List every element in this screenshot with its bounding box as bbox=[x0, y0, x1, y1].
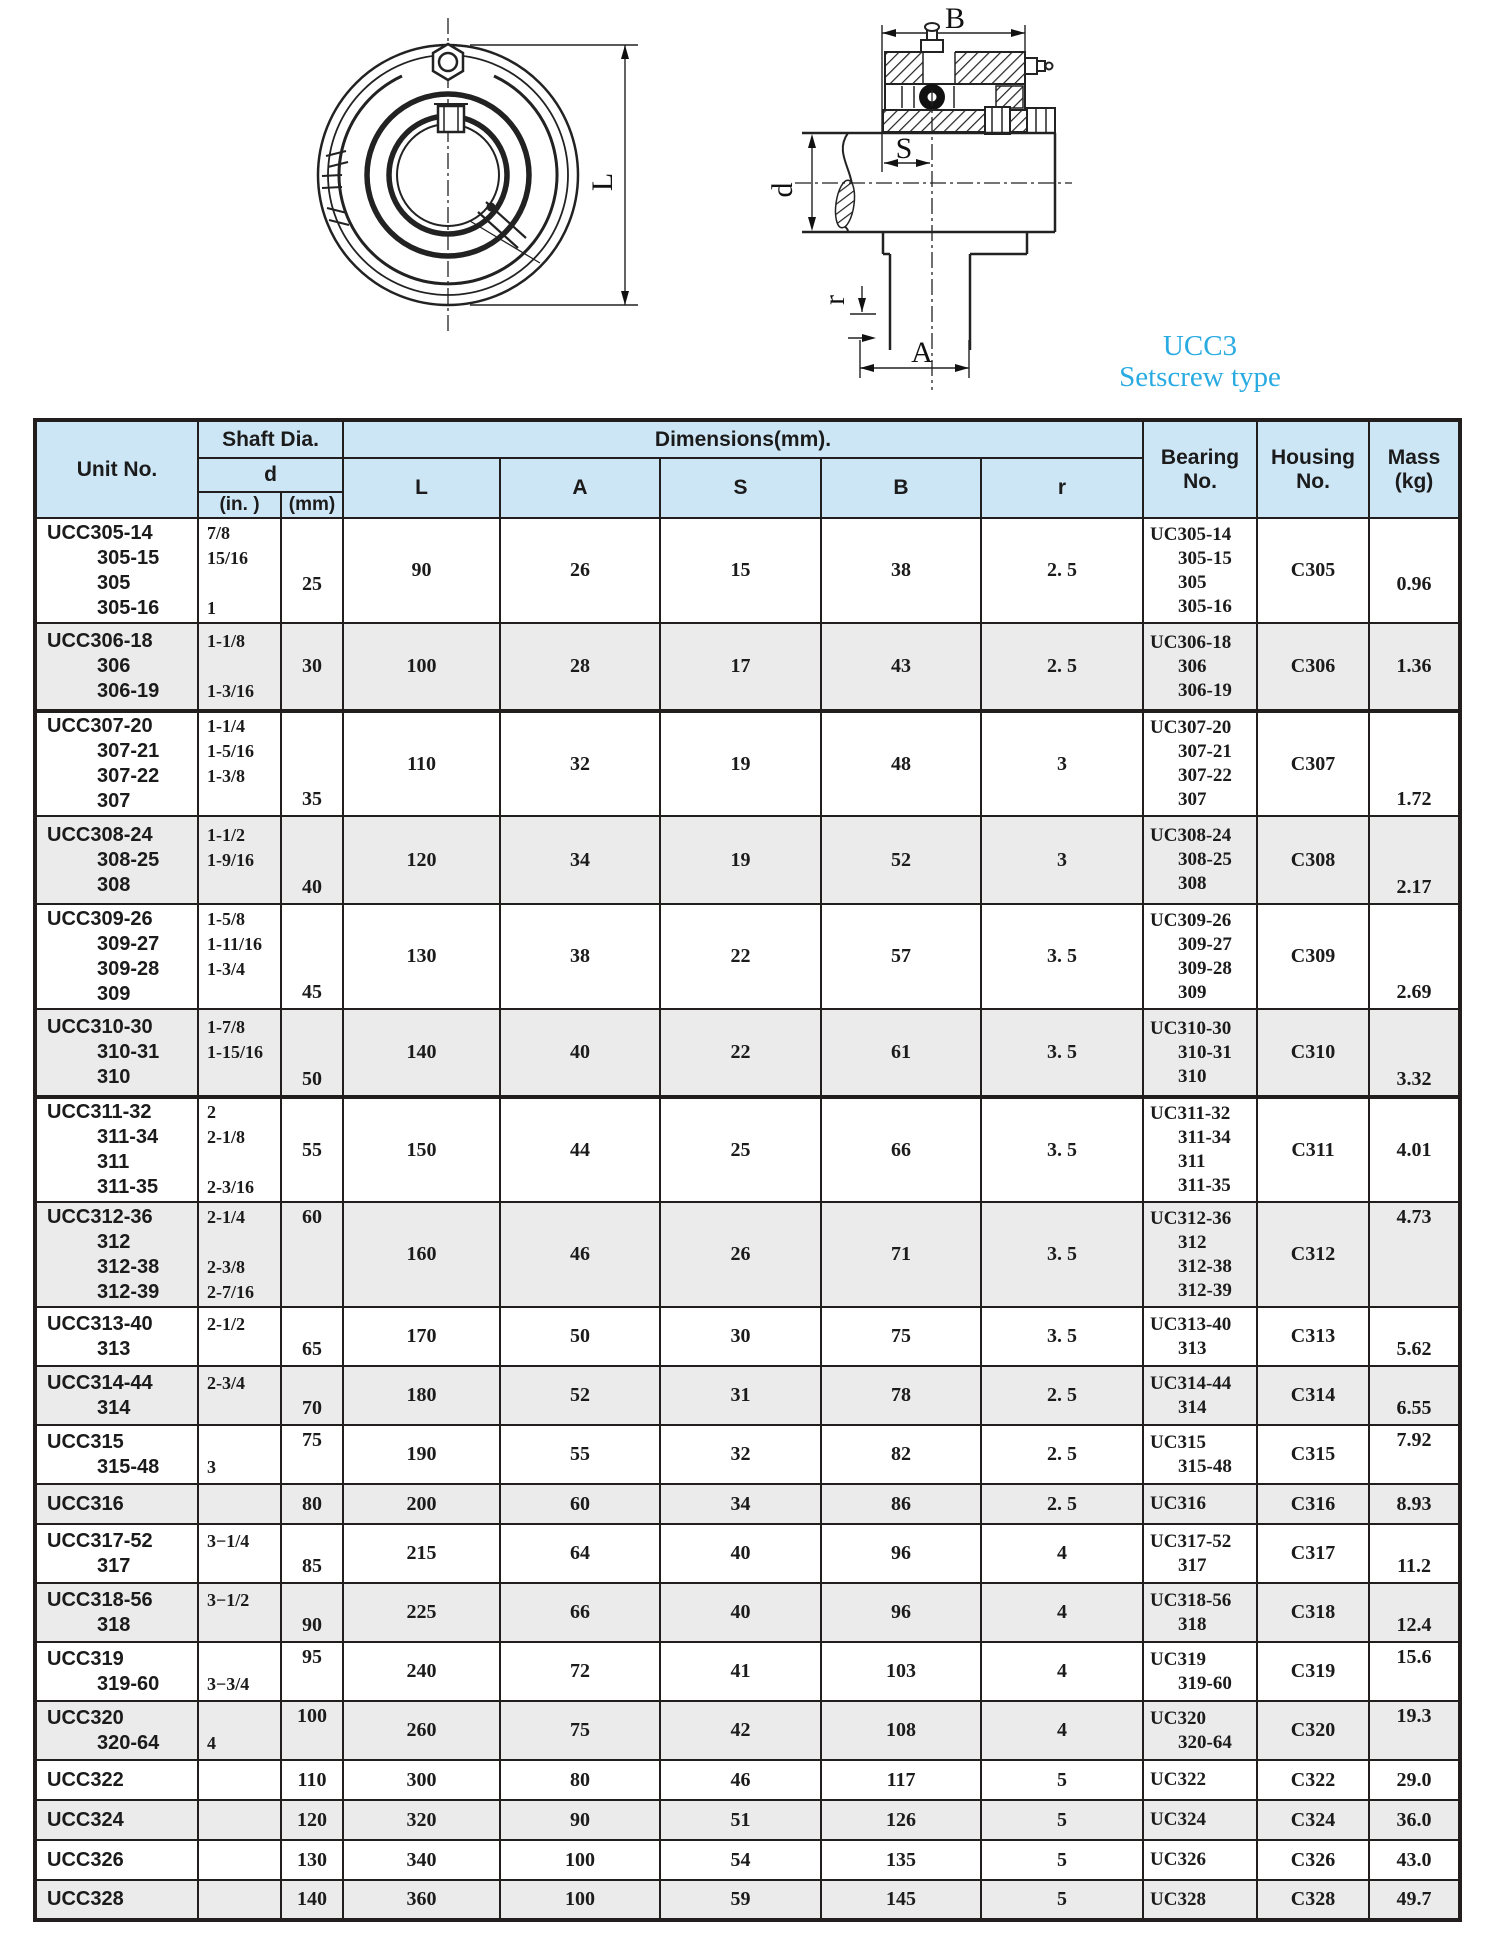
dim-B-cell: 38 bbox=[821, 518, 981, 623]
spec-table bbox=[33, 418, 1462, 1922]
housing-no-cell: C314 bbox=[1257, 1366, 1369, 1425]
col-header-S: S bbox=[660, 458, 821, 518]
shaft-dia-inch-cell: 2-3/4 bbox=[198, 1366, 281, 1425]
dim-r-cell: 2. 5 bbox=[981, 623, 1143, 711]
table-row bbox=[35, 711, 1460, 816]
dim-A-cell: 34 bbox=[500, 816, 660, 904]
dim-A-cell: 28 bbox=[500, 623, 660, 711]
col-header-d: d bbox=[198, 458, 343, 492]
dim-r-cell: 2. 5 bbox=[981, 518, 1143, 623]
shaft-dia-inch-cell: 1-1/4 1-5/16 1-3/8 bbox=[198, 711, 281, 816]
housing-no-cell: C311 bbox=[1257, 1097, 1369, 1202]
unit-no-cell: UCC317-52 317 bbox=[35, 1524, 198, 1583]
table-row bbox=[35, 518, 1460, 623]
shaft-dia-mm-cell: 140 bbox=[281, 1880, 343, 1920]
dim-r-cell: 4 bbox=[981, 1701, 1143, 1760]
dim-B-cell: 82 bbox=[821, 1425, 981, 1484]
unit-no-cell: UCC306-18 306 306-19 bbox=[35, 623, 198, 711]
dim-B-cell: 78 bbox=[821, 1366, 981, 1425]
housing-no-cell: C317 bbox=[1257, 1524, 1369, 1583]
dim-B-cell: 117 bbox=[821, 1760, 981, 1800]
dim-L-cell: 90 bbox=[343, 518, 500, 623]
unit-no-cell: UCC308-24 308-25 308 bbox=[35, 816, 198, 904]
setscrew-icon bbox=[434, 104, 468, 132]
dim-S-cell: 15 bbox=[660, 518, 821, 623]
dim-S-cell: 19 bbox=[660, 816, 821, 904]
shaft-dia-inch-cell: 3 bbox=[198, 1425, 281, 1484]
unit-no-cell: UCC319 319-60 bbox=[35, 1642, 198, 1701]
dim-S-cell: 59 bbox=[660, 1880, 821, 1920]
shaft-dia-mm-cell: 25 bbox=[281, 518, 343, 623]
table-header bbox=[35, 420, 1460, 518]
dim-S-cell: 17 bbox=[660, 623, 821, 711]
housing-no-cell: C324 bbox=[1257, 1800, 1369, 1840]
shaft-dia-mm-cell: 95 bbox=[281, 1642, 343, 1701]
col-header-shaft-dia: Shaft Dia. bbox=[198, 420, 343, 458]
dim-A-cell: 32 bbox=[500, 711, 660, 816]
shaft-dia-mm-cell: 75 bbox=[281, 1425, 343, 1484]
label-A: A bbox=[911, 336, 933, 369]
housing-no-cell: C326 bbox=[1257, 1840, 1369, 1880]
table-row bbox=[35, 1583, 1460, 1642]
shaft-dia-mm-cell: 100 bbox=[281, 1701, 343, 1760]
dim-A-cell: 46 bbox=[500, 1202, 660, 1307]
series-type: Setscrew type bbox=[1119, 361, 1281, 393]
label-d: d bbox=[766, 182, 799, 198]
table-row bbox=[35, 1880, 1460, 1920]
series-name: UCC3 bbox=[1162, 330, 1238, 362]
bearing-no-cell: UC316 bbox=[1143, 1484, 1257, 1524]
dim-r-cell: 5 bbox=[981, 1840, 1143, 1880]
shaft-dia-inch-cell: 1-1/2 1-9/16 bbox=[198, 816, 281, 904]
mass-cell: 4.73 bbox=[1369, 1202, 1460, 1307]
dim-B-cell: 57 bbox=[821, 904, 981, 1009]
shaft-dia-mm-cell: 60 bbox=[281, 1202, 343, 1307]
unit-no-cell: UCC315 315-48 bbox=[35, 1425, 198, 1484]
col-header-bearing-no: Bearing No. bbox=[1143, 420, 1257, 518]
col-header-L: L bbox=[343, 458, 500, 518]
dim-B-cell: 48 bbox=[821, 711, 981, 816]
dim-A-cell: 38 bbox=[500, 904, 660, 1009]
dim-r-cell: 5 bbox=[981, 1800, 1143, 1840]
section-view-drawing bbox=[766, 2, 1072, 390]
dim-S-cell: 32 bbox=[660, 1425, 821, 1484]
dim-r-cell: 3. 5 bbox=[981, 1097, 1143, 1202]
dim-B-cell: 126 bbox=[821, 1800, 981, 1840]
housing-no-cell: C307 bbox=[1257, 711, 1369, 816]
unit-no-cell: UCC313-40 313 bbox=[35, 1307, 198, 1366]
dim-A-cell: 26 bbox=[500, 518, 660, 623]
table-row bbox=[35, 1425, 1460, 1484]
shaft-dia-inch-cell: 7/8 15/16 1 bbox=[198, 518, 281, 623]
unit-no-cell: UCC307-20 307-21 307-22 307 bbox=[35, 711, 198, 816]
dim-L-cell: 360 bbox=[343, 1880, 500, 1920]
shaft-dia-mm-cell: 40 bbox=[281, 816, 343, 904]
dim-A-cell: 40 bbox=[500, 1009, 660, 1097]
dim-L-cell: 110 bbox=[343, 711, 500, 816]
shaft-dia-mm-cell: 35 bbox=[281, 711, 343, 816]
dim-B-cell: 52 bbox=[821, 816, 981, 904]
shaft-dia-inch-cell bbox=[198, 1484, 281, 1524]
col-header-inch: (in. ) bbox=[198, 492, 281, 518]
col-header-dimensions: Dimensions(mm). bbox=[343, 420, 1143, 458]
dim-B-cell: 66 bbox=[821, 1097, 981, 1202]
bearing-no-cell: UC313-40 313 bbox=[1143, 1307, 1257, 1366]
shaft-dia-inch-cell: 3−1/2 bbox=[198, 1583, 281, 1642]
unit-no-cell: UCC305-14 305-15 305 305-16 bbox=[35, 518, 198, 623]
shaft-dia-inch-cell: 3−1/4 bbox=[198, 1524, 281, 1583]
mass-cell: 3.32 bbox=[1369, 1009, 1460, 1097]
shaft-dia-mm-cell: 90 bbox=[281, 1583, 343, 1642]
dim-L-cell: 160 bbox=[343, 1202, 500, 1307]
dim-S-cell: 41 bbox=[660, 1642, 821, 1701]
dim-r-cell: 2. 5 bbox=[981, 1425, 1143, 1484]
housing-no-cell: C315 bbox=[1257, 1425, 1369, 1484]
shaft-dia-inch-cell: 2-1/2 bbox=[198, 1307, 281, 1366]
housing-no-cell: C308 bbox=[1257, 816, 1369, 904]
grease-fitting-icon bbox=[433, 44, 463, 80]
bearing-no-cell: UC328 bbox=[1143, 1880, 1257, 1920]
label-B: B bbox=[944, 2, 966, 35]
dim-B-cell: 61 bbox=[821, 1009, 981, 1097]
shaft-dia-mm-cell: 45 bbox=[281, 904, 343, 1009]
dim-r-cell: 4 bbox=[981, 1642, 1143, 1701]
dim-r-cell: 3 bbox=[981, 816, 1143, 904]
table-row bbox=[35, 1642, 1460, 1701]
housing-no-cell: C306 bbox=[1257, 623, 1369, 711]
label-S: S bbox=[895, 132, 913, 165]
dim-B-cell: 135 bbox=[821, 1840, 981, 1880]
mass-cell: 5.62 bbox=[1369, 1307, 1460, 1366]
dim-S-cell: 25 bbox=[660, 1097, 821, 1202]
bearing-no-cell: UC319 319-60 bbox=[1143, 1642, 1257, 1701]
dim-A-cell: 66 bbox=[500, 1583, 660, 1642]
dim-L-cell: 200 bbox=[343, 1484, 500, 1524]
dim-r-cell: 3. 5 bbox=[981, 1202, 1143, 1307]
shaft-dia-mm-cell: 55 bbox=[281, 1097, 343, 1202]
label-L: L bbox=[586, 172, 619, 192]
bearing-no-cell: UC324 bbox=[1143, 1800, 1257, 1840]
unit-no-cell: UCC318-56 318 bbox=[35, 1583, 198, 1642]
shaft-dia-inch-cell bbox=[198, 1880, 281, 1920]
dim-S-cell: 31 bbox=[660, 1366, 821, 1425]
dim-r-cell: 3. 5 bbox=[981, 1009, 1143, 1097]
housing-no-cell: C312 bbox=[1257, 1202, 1369, 1307]
dim-A-cell: 50 bbox=[500, 1307, 660, 1366]
dim-S-cell: 42 bbox=[660, 1701, 821, 1760]
mass-cell: 29.0 bbox=[1369, 1760, 1460, 1800]
dim-L-cell: 180 bbox=[343, 1366, 500, 1425]
col-header-mass: Mass (kg) bbox=[1369, 420, 1460, 518]
dim-r-cell: 4 bbox=[981, 1583, 1143, 1642]
dim-A-cell: 72 bbox=[500, 1642, 660, 1701]
shaft-dia-inch-cell bbox=[198, 1760, 281, 1800]
mass-cell: 1.36 bbox=[1369, 623, 1460, 711]
mass-cell: 1.72 bbox=[1369, 711, 1460, 816]
mass-cell: 2.69 bbox=[1369, 904, 1460, 1009]
housing-no-cell: C318 bbox=[1257, 1583, 1369, 1642]
shaft-dia-mm-cell: 30 bbox=[281, 623, 343, 711]
unit-no-cell: UCC316 bbox=[35, 1484, 198, 1524]
mass-cell: 0.96 bbox=[1369, 518, 1460, 623]
shaft-dia-mm-cell: 85 bbox=[281, 1524, 343, 1583]
dim-B-cell: 108 bbox=[821, 1701, 981, 1760]
housing-no-cell: C320 bbox=[1257, 1701, 1369, 1760]
table-row bbox=[35, 816, 1460, 904]
col-header-r: r bbox=[981, 458, 1143, 518]
shaft-dia-inch-cell: 1-7/8 1-15/16 bbox=[198, 1009, 281, 1097]
bearing-no-cell: UC305-14 305-15 305 305-16 bbox=[1143, 518, 1257, 623]
mass-cell: 43.0 bbox=[1369, 1840, 1460, 1880]
table-body bbox=[35, 518, 1460, 1920]
mass-cell: 6.55 bbox=[1369, 1366, 1460, 1425]
shaft-dia-mm-cell: 120 bbox=[281, 1800, 343, 1840]
dim-A-cell: 75 bbox=[500, 1701, 660, 1760]
shaft-dia-inch-cell: 1-1/8 1-3/16 bbox=[198, 623, 281, 711]
table-row bbox=[35, 1701, 1460, 1760]
shaft-dia-inch-cell: 2 2-1/8 2-3/16 bbox=[198, 1097, 281, 1202]
dim-A-cell: 80 bbox=[500, 1760, 660, 1800]
mass-cell: 7.92 bbox=[1369, 1425, 1460, 1484]
table-row bbox=[35, 1800, 1460, 1840]
shaft-dia-inch-cell: 3−3/4 bbox=[198, 1642, 281, 1701]
table-row bbox=[35, 1307, 1460, 1366]
housing-no-cell: C322 bbox=[1257, 1760, 1369, 1800]
table-row bbox=[35, 1524, 1460, 1583]
bearing-no-cell: UC311-32 311-34 311 311-35 bbox=[1143, 1097, 1257, 1202]
dim-S-cell: 34 bbox=[660, 1484, 821, 1524]
mass-cell: 36.0 bbox=[1369, 1800, 1460, 1840]
page-title bbox=[1095, 331, 1305, 393]
dim-B-cell: 43 bbox=[821, 623, 981, 711]
dim-L-cell: 170 bbox=[343, 1307, 500, 1366]
mass-cell: 49.7 bbox=[1369, 1880, 1460, 1920]
dim-L-cell: 215 bbox=[343, 1524, 500, 1583]
dim-B-cell: 71 bbox=[821, 1202, 981, 1307]
label-r: r bbox=[818, 295, 851, 305]
table-row bbox=[35, 1840, 1460, 1880]
dim-A-cell: 60 bbox=[500, 1484, 660, 1524]
sleeve bbox=[883, 232, 1027, 350]
bearing-no-cell: UC320 320-64 bbox=[1143, 1701, 1257, 1760]
bearing-no-cell: UC306-18 306 306-19 bbox=[1143, 623, 1257, 711]
bearing-no-cell: UC308-24 308-25 308 bbox=[1143, 816, 1257, 904]
dim-r-cell: 5 bbox=[981, 1880, 1143, 1920]
dim-L-cell: 240 bbox=[343, 1642, 500, 1701]
grease-fitting-section-icon bbox=[921, 23, 943, 52]
bearing-no-cell: UC307-20 307-21 307-22 307 bbox=[1143, 711, 1257, 816]
table-row bbox=[35, 1009, 1460, 1097]
mass-cell: 19.3 bbox=[1369, 1701, 1460, 1760]
table-row bbox=[35, 623, 1460, 711]
housing-no-cell: C328 bbox=[1257, 1880, 1369, 1920]
shaft-dia-inch-cell: 2-1/4 2-3/8 2-7/16 bbox=[198, 1202, 281, 1307]
bearing-no-cell: UC326 bbox=[1143, 1840, 1257, 1880]
mass-cell: 4.01 bbox=[1369, 1097, 1460, 1202]
table-row bbox=[35, 1202, 1460, 1307]
col-header-A: A bbox=[500, 458, 660, 518]
housing-no-cell: C310 bbox=[1257, 1009, 1369, 1097]
mass-cell: 2.17 bbox=[1369, 816, 1460, 904]
dim-S-cell: 19 bbox=[660, 711, 821, 816]
dim-L-cell: 130 bbox=[343, 904, 500, 1009]
dim-L-cell: 225 bbox=[343, 1583, 500, 1642]
table-row bbox=[35, 1366, 1460, 1425]
mass-cell: 11.2 bbox=[1369, 1524, 1460, 1583]
dim-A-cell: 44 bbox=[500, 1097, 660, 1202]
unit-no-cell: UCC314-44 314 bbox=[35, 1366, 198, 1425]
mass-cell: 8.93 bbox=[1369, 1484, 1460, 1524]
dim-A-cell: 64 bbox=[500, 1524, 660, 1583]
technical-drawings bbox=[0, 0, 1100, 410]
bearing-no-cell: UC312-36 312 312-38 312-39 bbox=[1143, 1202, 1257, 1307]
housing-no-cell: C316 bbox=[1257, 1484, 1369, 1524]
unit-no-cell: UCC326 bbox=[35, 1840, 198, 1880]
dim-L-cell: 150 bbox=[343, 1097, 500, 1202]
unit-no-cell: UCC328 bbox=[35, 1880, 198, 1920]
shaft-dia-mm-cell: 50 bbox=[281, 1009, 343, 1097]
table-row bbox=[35, 1097, 1460, 1202]
dim-B-cell: 96 bbox=[821, 1583, 981, 1642]
dim-r-cell: 3 bbox=[981, 711, 1143, 816]
unit-no-cell: UCC322 bbox=[35, 1760, 198, 1800]
dim-A-cell: 52 bbox=[500, 1366, 660, 1425]
dim-A-cell: 55 bbox=[500, 1425, 660, 1484]
dim-L-cell: 300 bbox=[343, 1760, 500, 1800]
bearing-no-cell: UC318-56 318 bbox=[1143, 1583, 1257, 1642]
dim-A-cell: 90 bbox=[500, 1800, 660, 1840]
dim-S-cell: 22 bbox=[660, 904, 821, 1009]
unit-no-cell: UCC309-26 309-27 309-28 309 bbox=[35, 904, 198, 1009]
dim-S-cell: 40 bbox=[660, 1524, 821, 1583]
dimension-r bbox=[848, 286, 876, 342]
grease-nipple-side-icon bbox=[1025, 58, 1053, 74]
dim-B-cell: 75 bbox=[821, 1307, 981, 1366]
housing-no-cell: C313 bbox=[1257, 1307, 1369, 1366]
shaft-dia-inch-cell: 4 bbox=[198, 1701, 281, 1760]
housing-no-cell: C305 bbox=[1257, 518, 1369, 623]
shaft-dia-mm-cell: 70 bbox=[281, 1366, 343, 1425]
dim-A-cell: 100 bbox=[500, 1880, 660, 1920]
shaft-dia-mm-cell: 130 bbox=[281, 1840, 343, 1880]
dim-L-cell: 260 bbox=[343, 1701, 500, 1760]
dim-r-cell: 5 bbox=[981, 1760, 1143, 1800]
table-row bbox=[35, 904, 1460, 1009]
col-header-mm: (mm) bbox=[281, 492, 343, 518]
dim-S-cell: 54 bbox=[660, 1840, 821, 1880]
unit-no-cell: UCC311-32 311-34 311 311-35 bbox=[35, 1097, 198, 1202]
bearing-no-cell: UC322 bbox=[1143, 1760, 1257, 1800]
unit-no-cell: UCC310-30 310-31 310 bbox=[35, 1009, 198, 1097]
dim-r-cell: 3. 5 bbox=[981, 1307, 1143, 1366]
front-view-drawing bbox=[318, 18, 638, 332]
dim-A-cell: 100 bbox=[500, 1840, 660, 1880]
dim-r-cell: 3. 5 bbox=[981, 904, 1143, 1009]
unit-no-cell: UCC324 bbox=[35, 1800, 198, 1840]
dim-B-cell: 145 bbox=[821, 1880, 981, 1920]
dim-L-cell: 340 bbox=[343, 1840, 500, 1880]
unit-no-cell: UCC312-36 312 312-38 312-39 bbox=[35, 1202, 198, 1307]
shaft-dia-mm-cell: 110 bbox=[281, 1760, 343, 1800]
dim-L-cell: 100 bbox=[343, 623, 500, 711]
housing-no-cell: C319 bbox=[1257, 1642, 1369, 1701]
dim-L-cell: 320 bbox=[343, 1800, 500, 1840]
bearing-no-cell: UC314-44 314 bbox=[1143, 1366, 1257, 1425]
table-row bbox=[35, 1484, 1460, 1524]
bearing-no-cell: UC315 315-48 bbox=[1143, 1425, 1257, 1484]
dim-S-cell: 40 bbox=[660, 1583, 821, 1642]
mass-cell: 12.4 bbox=[1369, 1583, 1460, 1642]
dim-r-cell: 4 bbox=[981, 1524, 1143, 1583]
shaft-dia-inch-cell bbox=[198, 1840, 281, 1880]
dim-S-cell: 46 bbox=[660, 1760, 821, 1800]
dim-L-cell: 190 bbox=[343, 1425, 500, 1484]
housing-no-cell: C309 bbox=[1257, 904, 1369, 1009]
dim-L-cell: 120 bbox=[343, 816, 500, 904]
bearing-no-cell: UC317-52 317 bbox=[1143, 1524, 1257, 1583]
shaft-dia-inch-cell bbox=[198, 1800, 281, 1840]
dim-S-cell: 51 bbox=[660, 1800, 821, 1840]
dim-r-cell: 2. 5 bbox=[981, 1484, 1143, 1524]
mass-cell: 15.6 bbox=[1369, 1642, 1460, 1701]
col-header-housing-no: Housing No. bbox=[1257, 420, 1369, 518]
dim-L-cell: 140 bbox=[343, 1009, 500, 1097]
dim-S-cell: 22 bbox=[660, 1009, 821, 1097]
dim-S-cell: 30 bbox=[660, 1307, 821, 1366]
shaft-dia-inch-cell: 1-5/8 1-11/16 1-3/4 bbox=[198, 904, 281, 1009]
col-header-unit-no: Unit No. bbox=[35, 420, 198, 518]
dim-r-cell: 2. 5 bbox=[981, 1366, 1143, 1425]
table-row bbox=[35, 1760, 1460, 1800]
shaft-dia-mm-cell: 80 bbox=[281, 1484, 343, 1524]
unit-no-cell: UCC320 320-64 bbox=[35, 1701, 198, 1760]
dim-B-cell: 96 bbox=[821, 1524, 981, 1583]
dim-B-cell: 86 bbox=[821, 1484, 981, 1524]
dim-B-cell: 103 bbox=[821, 1642, 981, 1701]
bearing-no-cell: UC310-30 310-31 310 bbox=[1143, 1009, 1257, 1097]
col-header-B: B bbox=[821, 458, 981, 518]
dim-S-cell: 26 bbox=[660, 1202, 821, 1307]
bearing-no-cell: UC309-26 309-27 309-28 309 bbox=[1143, 904, 1257, 1009]
shaft-dia-mm-cell: 65 bbox=[281, 1307, 343, 1366]
